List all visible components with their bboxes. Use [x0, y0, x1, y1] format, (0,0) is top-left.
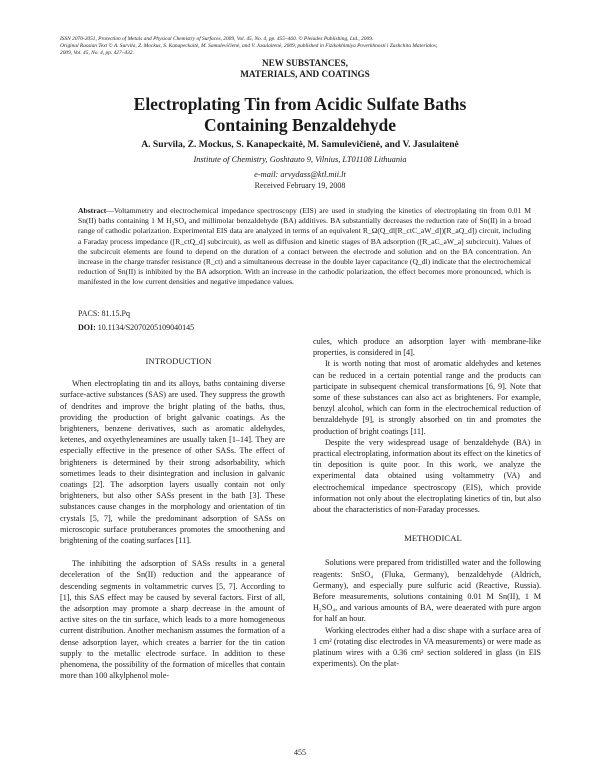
introduction-heading: INTRODUCTION	[145, 356, 212, 366]
abstract	[78, 206, 531, 288]
abstract-label: Abstract	[78, 206, 107, 215]
body-paragraph: It is worth noting that most of aromatic aldehydes and ketenes can be reduced in a certain potential range and the products can participate in subsequent chemical transformations [6, 9]. Note that some of these substances can also act as brighteners. For example, benzyl alcohol, which can form in the electrochemical reduction of benzaldehyde [9], is strongly absorbed on tin and promotes the production of bright coatings [11].	[313, 359, 541, 436]
left-column	[60, 356, 285, 681]
received-date: Received February 19, 2008	[254, 181, 346, 190]
body-paragraph: cules, which produce an adsorption layer with membrane-like properties, is considered in [4].	[313, 337, 541, 358]
journal-header-line: Original Russian Text © A. Survila, Z. Mockus, S. Kanapeckaitė, M. Samulevičienė, and V. Jasulaitenė, 2009, published in Fizikokhimiya Poverkhnosti i Zashchita Materialov,	[60, 43, 438, 49]
methodical-heading: METHODICAL	[404, 533, 462, 544]
doi-value: 10.1134/S2070205109040145	[97, 323, 195, 332]
body-paragraph: When electroplating tin and its alloys, baths containing diverse surface-active substances (SAS) are used. They suppress the growth of dendrites and improve the bright plating of the baths, thus, providing the production of bright galvanic coatings. As the brighteners, benzene derivatives, such as aromatic aldehydes, ketenes, and oxyethyleneamines are usually taken [1–14]. They are especially effective in the presence of other SASs. The effect of brighteners is determined by their strong adsorbability, which sometimes leads to their disintegration and inclusion in galvanic coatings [2]. The adsorption layers usually contain not only brighteners, but also other SASs present in the bath [3]. These substances cause changes in the morphology and orientation of tin crystals [5, 7], while the predominant adsorption of SASs on microscopic surface protuberances promotes the smoothening and brightening of the coating surfaces [11].	[60, 379, 285, 546]
pacs-code: PACS: 81.15.Pq	[78, 309, 130, 318]
paper-title: Electroplating Tin from Acidic Sulfate Baths Containing Benzaldehyde	[133, 94, 467, 135]
body-paragraph: The inhibiting the adsorption of SASs results in a general deceleration of the Sn(II) reduction and the appearance of descending segments in voltammetric curves [5, 7]. According to [1], this SAS effect may be caused by several factors. First of all, the adsorption may promote a sharp decrease in the amount of active sites on the tin surface, which leads to a more homogeneous current distribution. Another mechanism assumes the formation of a dense adsorption layer, which creates a barrier for the tin cation supply to the metallic electrode surface. In addition to these phenomena, the possibility of the formation of micelles that contain more than 100 alkylphenol mole-	[60, 559, 285, 681]
journal-header	[60, 36, 550, 57]
affiliation: Institute of Chemistry, Goshtauto 9, Vilnius, LT01108 Lithuania	[193, 155, 407, 164]
journal-header-line: 2009, Vol. 45, No. 4, pp. 427–432.	[60, 50, 134, 56]
doi-label: DOI:	[78, 323, 96, 332]
authors: A. Survila, Z. Mockus, S. Kanapeckaitė, M. Samulevičienė, and V. Jasulaitenė	[141, 139, 459, 150]
body-paragraph: Despite the very widespread usage of benzaldehyde (BA) in practical electroplating, information about its effect on the kinetics of tin deposition is quite poor. In this work, we analyze the experimental data obtained using voltammetry (VA) and electrochemical impedance spectroscopy (EIS), which provide information not only about the electroplating kinetics of tin, but also about the characteristics of non-Faraday processes.	[313, 437, 541, 515]
section-title: NEW SUBSTANCES, MATERIALS, AND COATINGS	[240, 58, 370, 79]
page-number: 455	[294, 748, 306, 757]
body-paragraph: Working electrodes either had a disc shape with a surface area of 1 cm² (rotating disc electrodes in VA measurements) or were made as platinum wires with a 0.36 cm² section soldered in glass (in EIS experiments). On the plat-	[313, 625, 541, 669]
doi	[78, 323, 194, 332]
right-column	[313, 336, 541, 669]
journal-header-line: ISSN 2070-2051, Protection of Metals and Physical Chemistry of Surfaces, 2009, Vol. 45, No. 4, pp. 455–460. © Pleiades Publishing, Ltd., 2009.	[60, 36, 374, 42]
body-paragraph: Solutions were prepared from tridistilled water and the following reagents: SnSO₄ (Fluka, Germany), benzaldehyde (Aldrich, Germany), and especially pure sulfuric acid (Reactive, Russia). Before measurements, solutions containing 0.01 M Sn(II), 1 M H₂SO₄, and various amounts of BA, were deaerated with pure argon for half an hour.	[313, 558, 541, 624]
abstract-text: —Voltammetry and electrochemical impedance spectroscopy (EIS) are used in studying the kinetics of electroplating tin from 0.01 M Sn(II) baths containing 1 M H₂SO₄ and millimolar benzaldehyde (BA) additives. BA substantially decreases the reduction rate of Sn(II) in a broad range of cathodic polarization. Experimental EIS data are analyzed in terms of an equivalent R_Ω(Q_dl[R_ctC_aW_d])[R_aQ_d]) circuit, including a Faraday process impedance ([R_ctQ_d] subcircuit), as well as diffusion and kinetic stages of BA adsorption ([R_aC_aW_a] subcircuit). Values of the subcircuit elements are found to depend on the duration of a contact between the electrode and solution and on the BA concentration. An increase in the charge transfer resistance (R_ct) and a simultaneous decrease in the double layer capacitance (Q_dl) indicate that the electrochemical reduction of Sn(II) is inhibited by the BA adsorption. With an increase in the cathodic polarization, the effect becomes more pronounced, which is manifested in the low current densities and negative impedance values.	[78, 206, 531, 287]
author-email: e-mail: arvydass@ktl.mii.lt	[254, 170, 346, 179]
